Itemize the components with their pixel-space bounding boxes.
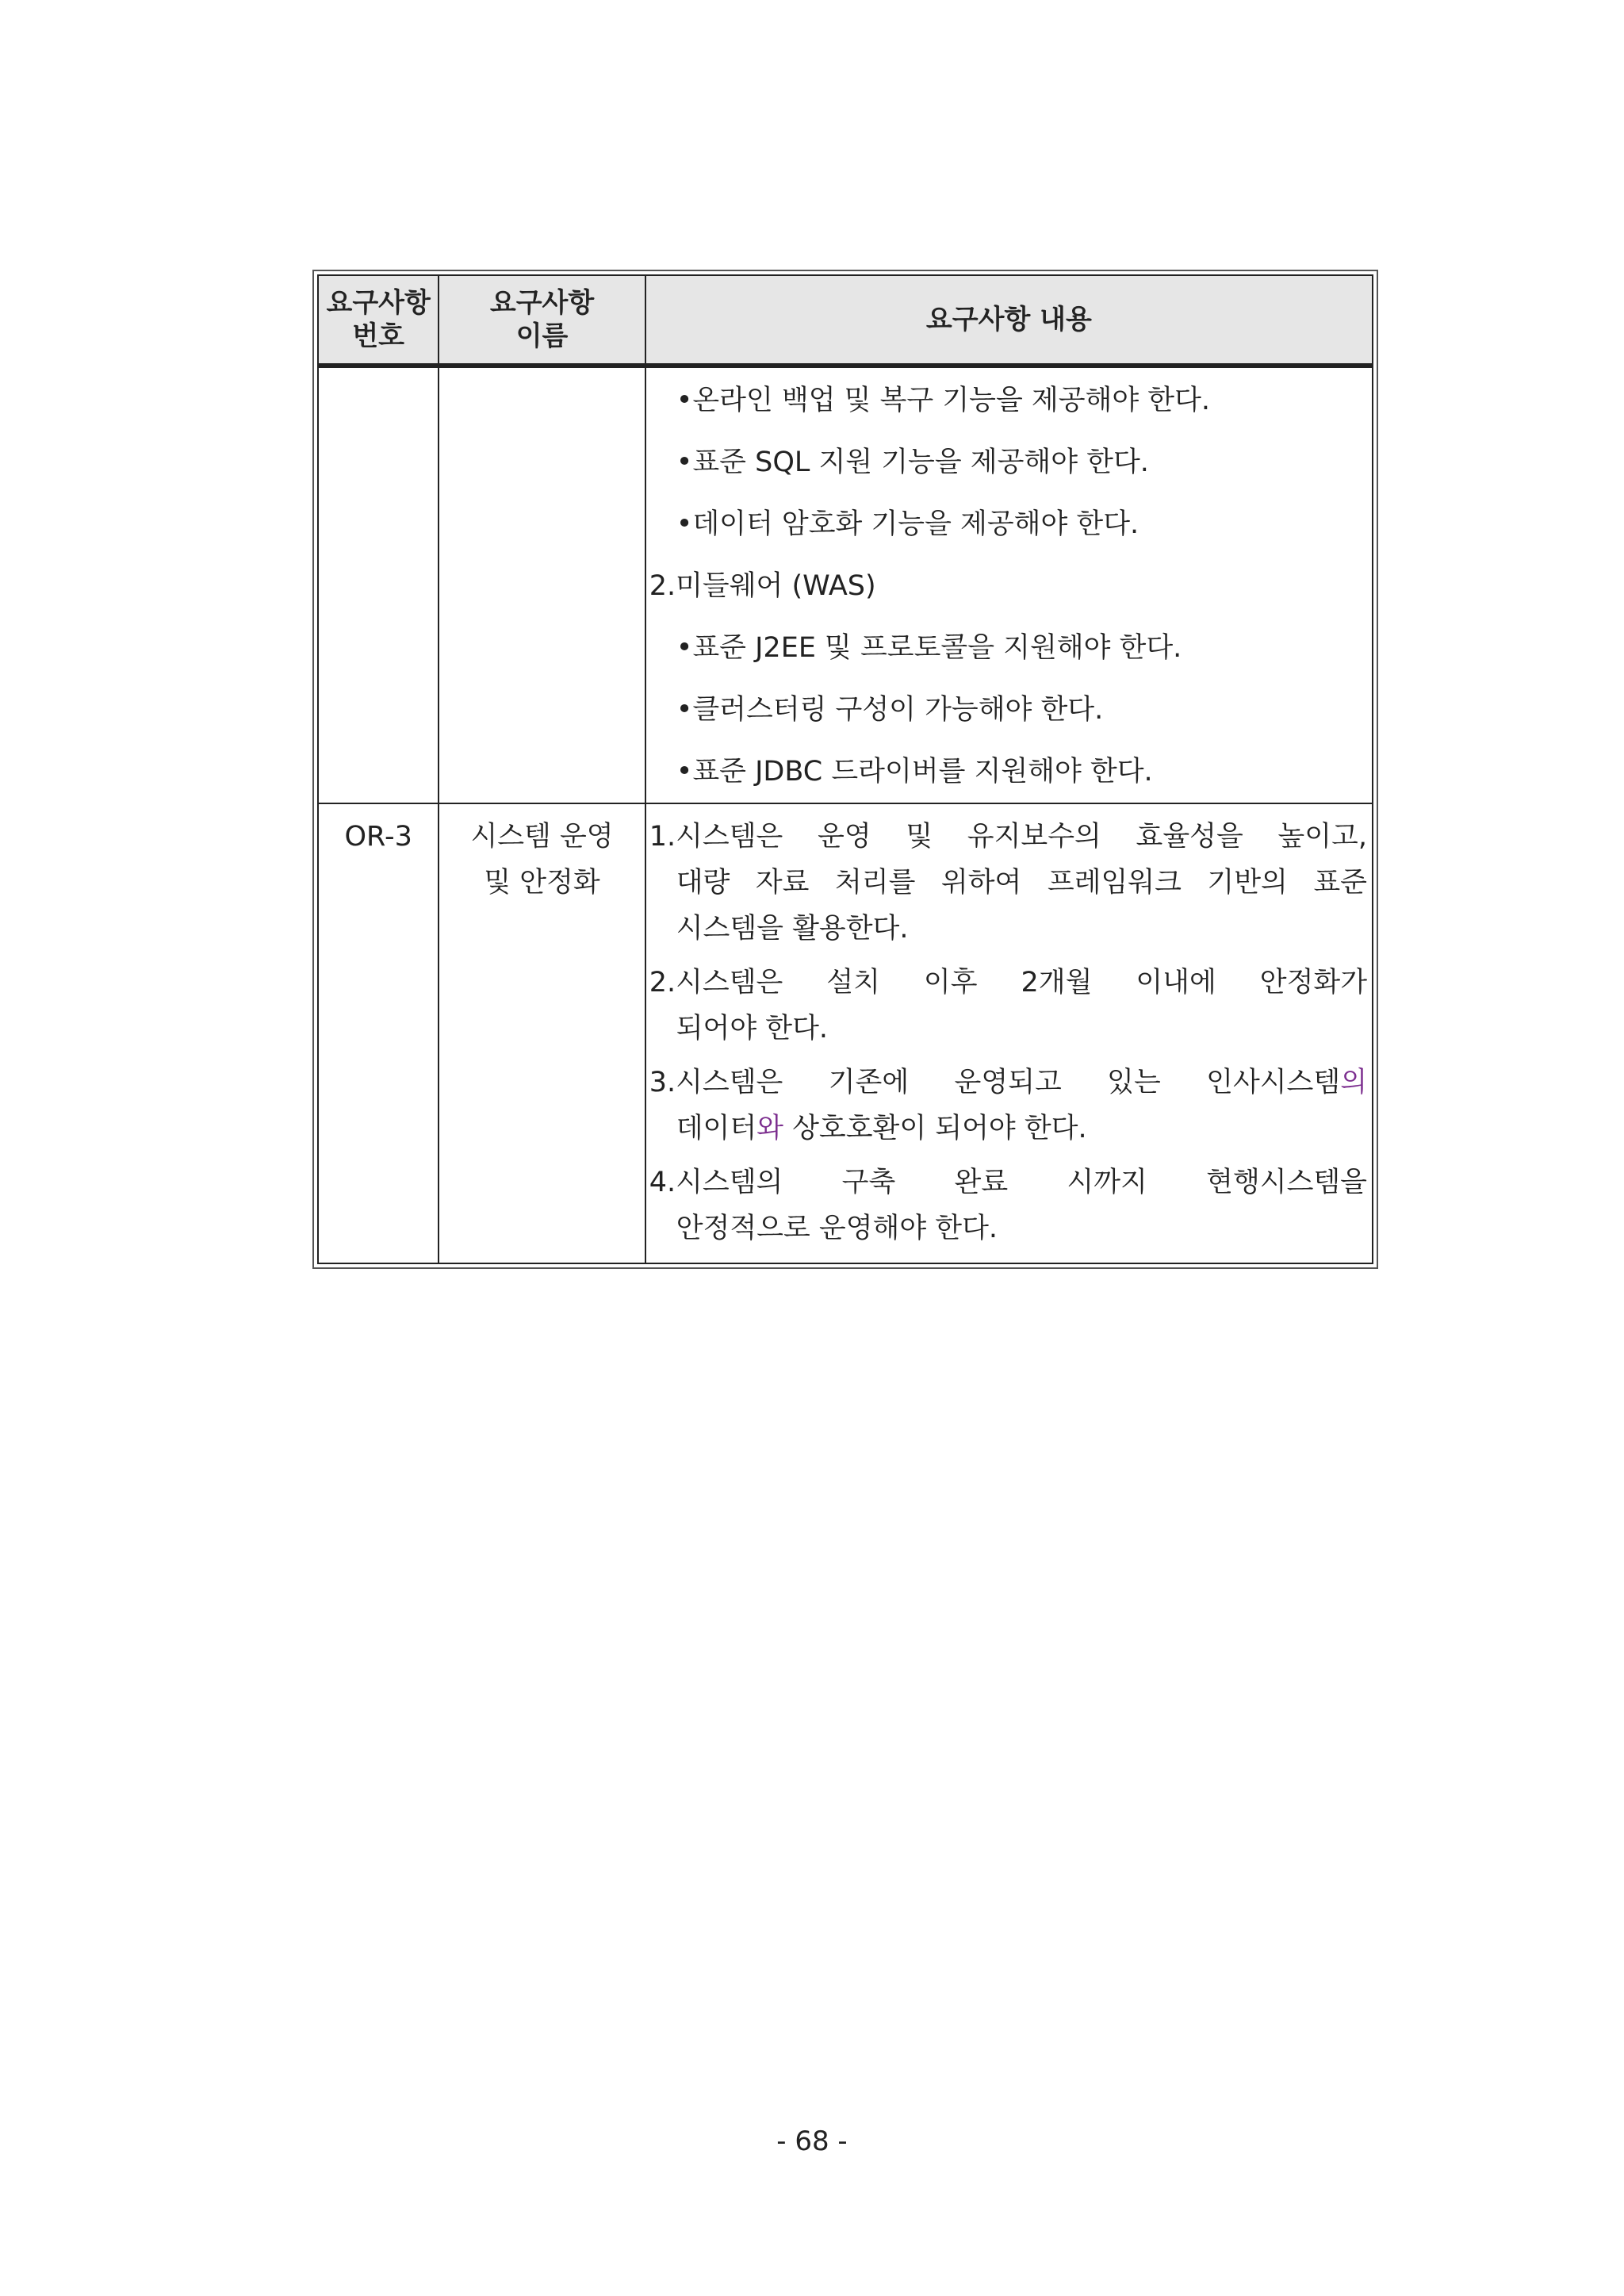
row2-name-cell [439,803,645,1263]
list-item-continuation: 되어야 한다. [676,1013,829,1045]
highlighted-text: 와 [756,1113,783,1144]
list-item: •표준 SQL 지원 기능을 제공해야 한다. [676,447,1149,478]
list-item-continuation: 안정적으로 운영해야 한다. [676,1213,998,1244]
row2-content-cell [645,803,1373,1263]
list-item-continuation: 대량 자료 처리를 위하여 프레임워크 기반의 표준 [676,867,1367,899]
list-item: •표준 JDBC 드라이버를 지원해야 한다. [676,756,1153,788]
list-item-text: 데이터 [676,1113,757,1144]
table-row [318,803,1373,1263]
row1-id-cell [318,366,439,803]
list-item: 1.시스템은 운영 및 유지보수의 효율성을 높이고, [649,821,1367,853]
section-heading: 2.미들웨어 (WAS) [649,570,876,602]
list-item: •표준 J2EE 및 프로토콜을 지원해야 한다. [676,632,1182,664]
list-item-text: 3.시스템은 기존에 운영되고 있는 인사시스템 [649,1067,1341,1098]
list-item: 2.시스템은 설치 이후 2개월 이내에 안정화가 [649,967,1367,999]
header-req-number-line1: 요구사항 [326,287,431,319]
table-row [318,366,1373,803]
list-item-continuation: 시스템을 활용한다. [676,913,909,945]
list-item-text: 상호호환이 되어야 한다. [783,1113,1087,1144]
requirement-name-line1: 시스템 운영 [470,821,614,853]
row1-name-cell [439,366,645,803]
row1-content-cell [645,366,1373,803]
requirement-id: OR-3 [344,821,412,853]
requirement-name-line2: 및 안정화 [484,867,600,899]
row2-id-cell [318,803,439,1263]
header-req-name-line2: 이름 [515,320,569,352]
header-req-content: 요구사항 내용 [645,275,1373,366]
header-req-number-line2: 번호 [352,320,405,352]
header-req-name [439,275,645,366]
requirements-table [317,274,1373,1264]
header-req-number [318,275,439,366]
list-item-continuation [646,1106,1372,1152]
list-item [646,1060,1372,1106]
header-req-name-line1: 요구사항 [489,287,595,319]
table-header-row [318,275,1373,366]
highlighted-text: 의 [1340,1067,1367,1098]
list-item: 4.시스템의 구축 완료 시까지 현행시스템을 [649,1167,1367,1198]
list-item: •데이터 암호화 기능을 제공해야 한다. [676,508,1139,540]
list-item: •온라인 백업 및 복구 기능을 제공해야 한다. [676,385,1211,416]
list-item: •클러스터링 구성이 가능해야 한다. [676,694,1104,726]
page-number: - 68 - [776,2125,848,2157]
